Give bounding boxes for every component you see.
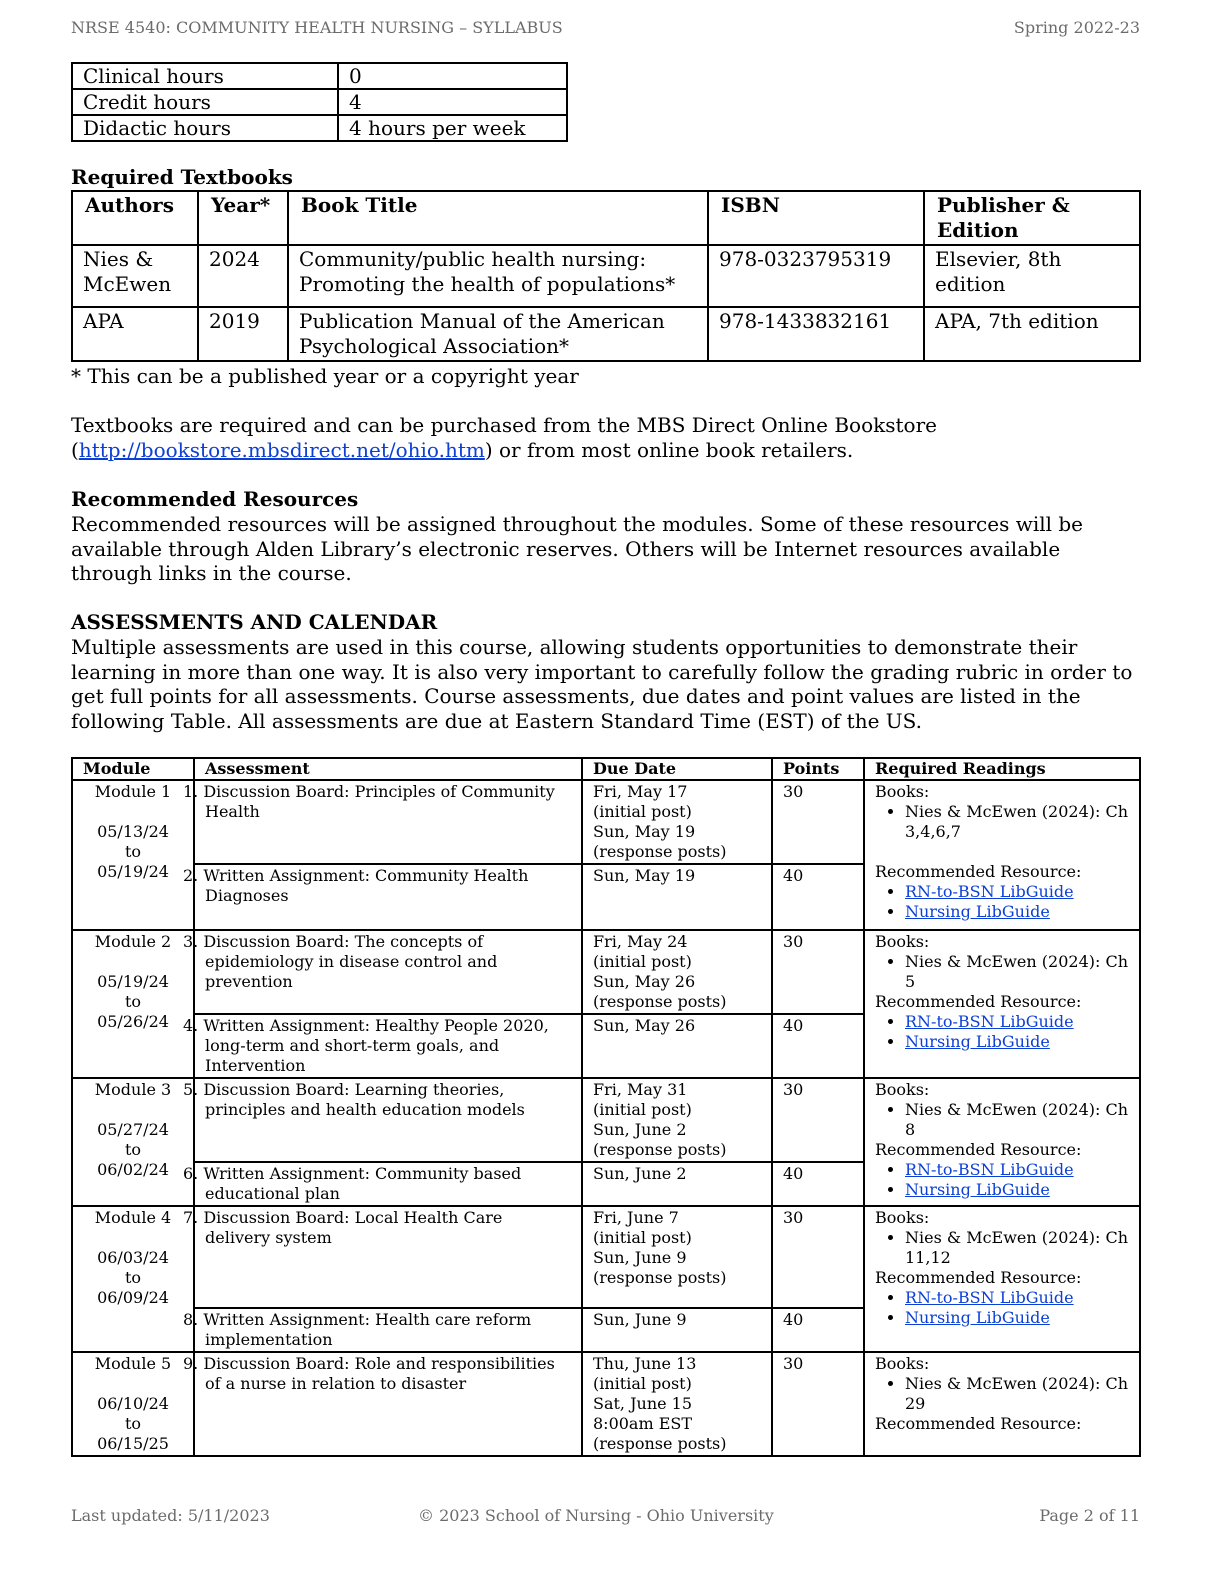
table-row bbox=[72, 930, 1140, 1014]
points-cell: 40 bbox=[772, 1308, 864, 1352]
books-label: Books: bbox=[875, 1080, 930, 1099]
due-date-line: (response posts) bbox=[593, 992, 727, 1011]
table-header-row bbox=[72, 758, 1140, 780]
recommended-heading: Recommended Resources bbox=[71, 487, 359, 511]
module-to: to bbox=[124, 1414, 142, 1433]
module-end-date: 06/02/24 bbox=[97, 1160, 169, 1179]
hours-label: Clinical hours bbox=[72, 63, 338, 89]
assessment-title: 4. Written Assignment: Healthy People 2020, long-term and short-term goals, and Intervention bbox=[194, 1014, 582, 1078]
points-cell: 30 bbox=[772, 1206, 864, 1308]
due-date-line: Fri, May 17 bbox=[593, 782, 688, 801]
recommended-label: Recommended Resource: bbox=[875, 1140, 1082, 1159]
due-date-line: Sat, June 15 bbox=[593, 1394, 693, 1413]
purchase-text: Textbooks are required and can be purchased from the MBS Direct Online Bookstore bbox=[71, 413, 937, 437]
module-name: Module 5 bbox=[94, 1354, 172, 1373]
recommended-label: Recommended Resource: bbox=[875, 992, 1082, 1011]
due-date-cell bbox=[582, 780, 772, 864]
column-header: Module bbox=[72, 758, 194, 780]
table-row bbox=[72, 89, 567, 115]
book-reading: • Nies & McEwen (2024): Ch 3,4,6,7 bbox=[905, 802, 1129, 842]
module-cell bbox=[72, 930, 194, 1078]
book-reading: • Nies & McEwen (2024): Ch 8 bbox=[905, 1100, 1129, 1140]
hours-label: Credit hours bbox=[72, 89, 338, 115]
book-reading: • Nies & McEwen (2024): Ch 5 bbox=[905, 952, 1129, 992]
list-item bbox=[905, 1032, 1129, 1052]
due-date-line: Sun, May 19 bbox=[593, 822, 696, 841]
assessments-paragraph: Multiple assessments are used in this course, allowing students opportunities to demonstrate their learning in more than one way. It is also very important to carefully follow the grading rubric in order to get full points for all assessments. Course assessments, due dates and point values are listed in the following Table. All assessments are due at Eastern Standard Time (EST) of the US. bbox=[71, 635, 1133, 733]
module-start-date: 05/27/24 bbox=[97, 1120, 169, 1139]
due-date-line: (response posts) bbox=[593, 1140, 727, 1159]
due-date-line: Fri, May 31 bbox=[593, 1080, 688, 1099]
purchase-paragraph bbox=[71, 413, 1141, 462]
book-title: Publication Manual of the American Psychological Association* bbox=[288, 307, 708, 361]
module-end-date: 05/26/24 bbox=[97, 1012, 169, 1031]
table-header-row bbox=[72, 191, 1140, 245]
table-row bbox=[72, 1206, 1140, 1308]
due-date-line: (initial post) bbox=[593, 952, 692, 971]
due-date-line: Fri, June 7 bbox=[593, 1208, 679, 1227]
book-reading: • Nies & McEwen (2024): Ch 11,12 bbox=[905, 1228, 1129, 1268]
module-name: Module 2 bbox=[94, 932, 172, 951]
purchase-paren: ( bbox=[71, 437, 79, 462]
recommended-label: Recommended Resource: bbox=[875, 862, 1082, 881]
footer-copyright: © 2023 School of Nursing - Ohio University bbox=[418, 1506, 774, 1525]
nursing-libguide-link[interactable]: Nursing LibGuide bbox=[905, 1308, 1050, 1327]
due-date-line: Sun, June 2 bbox=[593, 1164, 687, 1183]
list-item bbox=[905, 1180, 1129, 1200]
points-cell: 40 bbox=[772, 1162, 864, 1206]
column-header: Publisher & Edition bbox=[924, 191, 1140, 245]
page-header-term: Spring 2022-23 bbox=[1013, 18, 1140, 37]
textbooks-heading: Required Textbooks bbox=[71, 165, 293, 189]
due-date-line: Fri, May 24 bbox=[593, 932, 688, 951]
due-date-cell bbox=[582, 1014, 772, 1078]
due-date-line: Sun, May 19 bbox=[593, 866, 696, 885]
column-header: ISBN bbox=[708, 191, 924, 245]
list-item bbox=[905, 1288, 1129, 1308]
bookstore-link[interactable]: http://bookstore.mbsdirect.net/ohio.htm bbox=[78, 437, 485, 462]
module-name: Module 4 bbox=[94, 1208, 172, 1227]
table-row bbox=[72, 780, 1140, 864]
module-start-date: 06/10/24 bbox=[97, 1394, 169, 1413]
book-title: Community/public health nursing: Promoting the health of populations* bbox=[288, 245, 708, 307]
module-end-date: 05/19/24 bbox=[97, 862, 169, 881]
table-row bbox=[72, 245, 1140, 307]
due-date-line: Sun, May 26 bbox=[593, 1016, 696, 1035]
list-item bbox=[905, 882, 1129, 902]
column-header: Book Title bbox=[288, 191, 708, 245]
table-row bbox=[72, 307, 1140, 361]
books-label: Books: bbox=[875, 782, 930, 801]
recommended-label: Recommended Resource: bbox=[875, 1414, 1082, 1433]
due-date-line: Sun, June 9 bbox=[593, 1248, 687, 1267]
due-date-cell bbox=[582, 1162, 772, 1206]
points-cell: 30 bbox=[772, 780, 864, 864]
rn-to-bsn-libguide-link[interactable]: RN-to-BSN LibGuide bbox=[905, 1012, 1074, 1031]
readings-cell bbox=[864, 780, 1140, 930]
recommended-paragraph: Recommended resources will be assigned throughout the modules. Some of these resources will be available through Alden Library’s electronic reserves. Others will be Internet resources available through links in the course. bbox=[71, 512, 1084, 585]
book-reading: • Nies & McEwen (2024): Ch 29 bbox=[905, 1374, 1129, 1414]
due-date-line: (initial post) bbox=[593, 1374, 692, 1393]
books-label: Books: bbox=[875, 1354, 930, 1373]
list-item bbox=[905, 1012, 1129, 1032]
due-date-line: 8:00am EST bbox=[593, 1414, 693, 1433]
books-label: Books: bbox=[875, 1208, 930, 1227]
column-header: Year* bbox=[198, 191, 288, 245]
list-item bbox=[905, 1308, 1129, 1328]
module-to: to bbox=[124, 1140, 142, 1159]
assessment-title: 5. Discussion Board: Learning theories, principles and health education models bbox=[194, 1078, 582, 1162]
hours-value: 0 bbox=[338, 63, 567, 89]
due-date-cell bbox=[582, 1206, 772, 1308]
due-date-line: (response posts) bbox=[593, 1434, 727, 1453]
column-header: Required Readings bbox=[864, 758, 1140, 780]
module-to: to bbox=[124, 842, 142, 861]
due-date-cell bbox=[582, 864, 772, 930]
book-authors: Nies & McEwen bbox=[72, 245, 198, 307]
points-cell: 40 bbox=[772, 864, 864, 930]
module-start-date: 05/13/24 bbox=[97, 822, 169, 841]
assessment-title: 3. Discussion Board: The concepts of epidemiology in disease control and prevention bbox=[194, 930, 582, 1014]
module-start-date: 06/03/24 bbox=[97, 1248, 169, 1267]
module-cell bbox=[72, 1206, 194, 1352]
due-date-line: Sun, May 26 bbox=[593, 972, 696, 991]
due-date-cell bbox=[582, 1078, 772, 1162]
due-date-line: (response posts) bbox=[593, 1268, 727, 1287]
book-year: 2019 bbox=[198, 307, 288, 361]
rn-to-bsn-libguide-link[interactable]: RN-to-BSN LibGuide bbox=[905, 1160, 1074, 1179]
list-item bbox=[905, 902, 1129, 922]
assessment-title: 8. Written Assignment: Health care reform implementation bbox=[194, 1308, 582, 1352]
due-date-line: Sun, June 2 bbox=[593, 1120, 687, 1139]
nursing-libguide-link[interactable]: Nursing LibGuide bbox=[905, 902, 1050, 921]
book-publisher: Elsevier, 8th edition bbox=[924, 245, 1140, 307]
due-date-cell bbox=[582, 1352, 772, 1456]
readings-cell bbox=[864, 930, 1140, 1078]
due-date-line: (initial post) bbox=[593, 1100, 692, 1119]
book-authors: APA bbox=[72, 307, 198, 361]
hours-value: 4 hours per week bbox=[338, 115, 567, 141]
book-year: 2024 bbox=[198, 245, 288, 307]
recommended-label: Recommended Resource: bbox=[875, 1268, 1082, 1287]
assessments-heading: ASSESSMENTS AND CALENDAR bbox=[71, 610, 438, 634]
purchase-text-end: ) or from most online book retailers. bbox=[484, 437, 854, 462]
book-isbn: 978-0323795319 bbox=[708, 245, 924, 307]
due-date-line: Sun, June 9 bbox=[593, 1310, 687, 1329]
assessment-title: 7. Discussion Board: Local Health Care delivery system bbox=[194, 1206, 582, 1308]
assessment-table bbox=[71, 757, 1141, 1457]
due-date-line: (initial post) bbox=[593, 1228, 692, 1247]
textbooks-table bbox=[71, 190, 1141, 362]
module-cell bbox=[72, 780, 194, 930]
nursing-libguide-link[interactable]: Nursing LibGuide bbox=[905, 1180, 1050, 1199]
books-label: Books: bbox=[875, 932, 930, 951]
page-header-course: NRSE 4540: COMMUNITY HEALTH NURSING – SYLLABUS bbox=[71, 18, 563, 37]
points-cell: 40 bbox=[772, 1014, 864, 1078]
hours-label: Didactic hours bbox=[72, 115, 338, 141]
module-start-date: 05/19/24 bbox=[97, 972, 169, 991]
assessment-title: 2. Written Assignment: Community Health Diagnoses bbox=[194, 864, 582, 930]
due-date-cell bbox=[582, 1308, 772, 1352]
points-cell: 30 bbox=[772, 1078, 864, 1162]
rn-to-bsn-libguide-link[interactable]: RN-to-BSN LibGuide bbox=[905, 1288, 1074, 1307]
due-date-line: Thu, June 13 bbox=[593, 1354, 697, 1373]
readings-cell bbox=[864, 1352, 1140, 1456]
table-row bbox=[72, 1078, 1140, 1162]
table-row bbox=[72, 115, 567, 141]
book-isbn: 978-1433832161 bbox=[708, 307, 924, 361]
column-header: Points bbox=[772, 758, 864, 780]
column-header: Authors bbox=[72, 191, 198, 245]
assessment-title: 1. Discussion Board: Principles of Community Health bbox=[194, 780, 582, 864]
list-item bbox=[905, 1160, 1129, 1180]
readings-cell bbox=[864, 1078, 1140, 1206]
assessment-title: 9. Discussion Board: Role and responsibilities of a nurse in relation to disaster bbox=[194, 1352, 582, 1456]
due-date-line: (response posts) bbox=[593, 842, 727, 861]
module-end-date: 06/15/25 bbox=[97, 1434, 169, 1453]
module-name: Module 3 bbox=[94, 1080, 172, 1099]
due-date-cell bbox=[582, 930, 772, 1014]
module-cell bbox=[72, 1078, 194, 1206]
table-row bbox=[72, 1352, 1140, 1456]
module-name: Module 1 bbox=[94, 782, 172, 801]
column-header: Due Date bbox=[582, 758, 772, 780]
column-header: Assessment bbox=[194, 758, 582, 780]
nursing-libguide-link[interactable]: Nursing LibGuide bbox=[905, 1032, 1050, 1051]
due-date-line: (initial post) bbox=[593, 802, 692, 821]
assessment-title: 6. Written Assignment: Community based educational plan bbox=[194, 1162, 582, 1206]
module-cell bbox=[72, 1352, 194, 1456]
footer-page-number: Page 2 of 11 bbox=[1039, 1506, 1140, 1525]
hours-table bbox=[71, 62, 568, 142]
hours-value: 4 bbox=[338, 89, 567, 115]
footer-last-updated: Last updated: 5/11/2023 bbox=[71, 1506, 270, 1525]
readings-cell bbox=[864, 1206, 1140, 1352]
module-to: to bbox=[124, 992, 142, 1011]
textbook-footnote: * This can be a published year or a copyright year bbox=[71, 364, 579, 388]
points-cell: 30 bbox=[772, 930, 864, 1014]
module-end-date: 06/09/24 bbox=[97, 1288, 169, 1307]
points-cell: 30 bbox=[772, 1352, 864, 1456]
table-row bbox=[72, 63, 567, 89]
module-to: to bbox=[124, 1268, 142, 1287]
rn-to-bsn-libguide-link[interactable]: RN-to-BSN LibGuide bbox=[905, 882, 1074, 901]
book-publisher: APA, 7th edition bbox=[924, 307, 1140, 361]
